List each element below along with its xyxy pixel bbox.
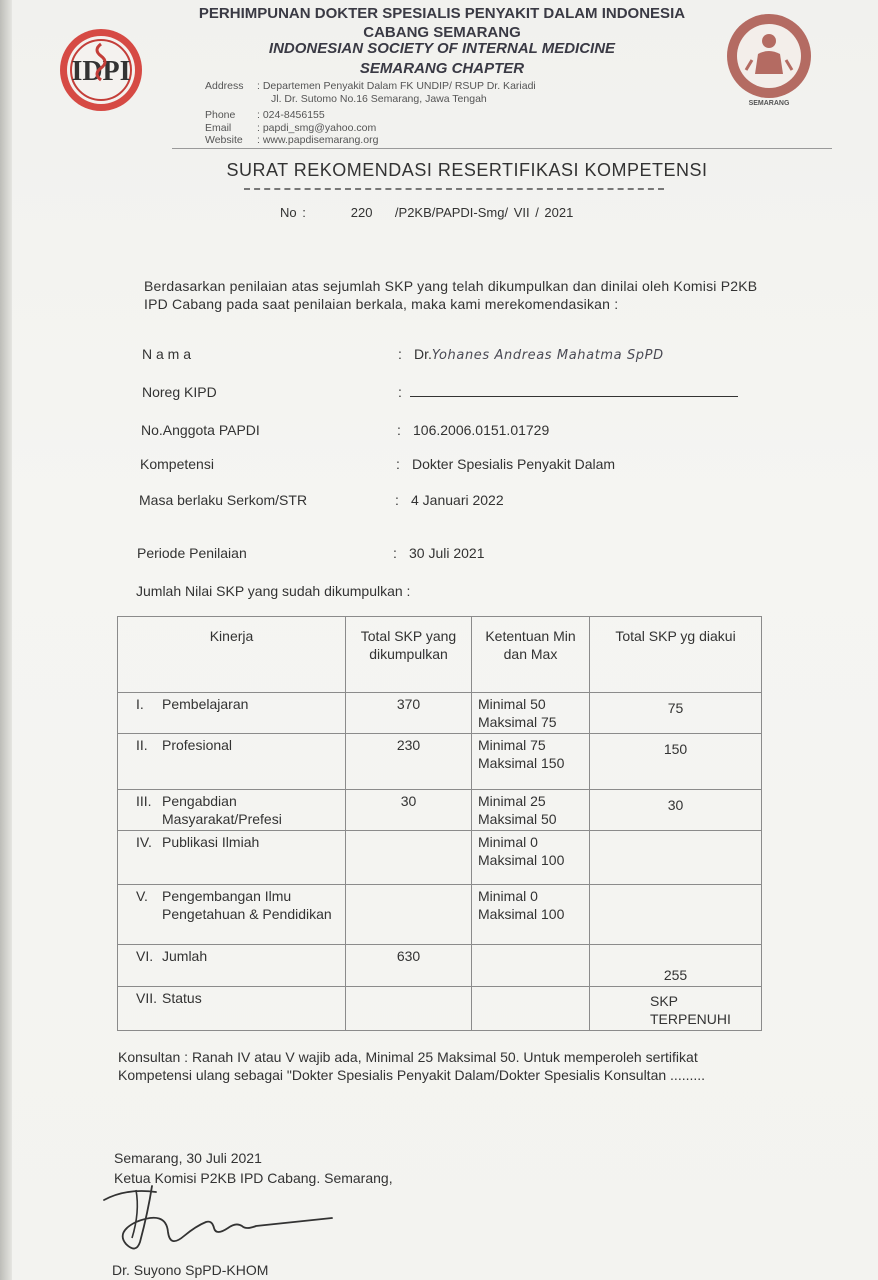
kompetensi-value: Dokter Spesialis Penyakit Dalam: [412, 456, 616, 472]
row-number: V.: [136, 888, 148, 904]
diakui-cell: 30: [590, 790, 762, 831]
diakui-cell: 255: [590, 945, 762, 987]
colon: :: [393, 545, 397, 561]
address-label: Address: [205, 80, 244, 92]
papdi-logo: [56, 26, 146, 114]
header-divider: [172, 148, 832, 149]
kinerja-cell: [118, 885, 346, 945]
number-value: 220: [350, 205, 373, 220]
masa-value: 4 Januari 2022: [411, 492, 504, 508]
phone-label: Phone: [205, 109, 236, 121]
number-suffix: /P2KB/PAPDI-Smg/ VII / 2021: [394, 205, 574, 220]
colon: :: [398, 346, 402, 362]
total-cell: 30: [346, 790, 472, 831]
signer-role: Ketua Komisi P2KB IPD Cabang. Semarang,: [114, 1170, 393, 1186]
row-number: I.: [136, 696, 144, 712]
colon: :: [395, 492, 399, 508]
header-ketentuan: Ketentuan Min dan Max: [472, 617, 590, 693]
ketentuan-cell: [472, 987, 590, 1031]
right-logo-caption: SEMARANG: [748, 100, 790, 107]
ketentuan-cell: Minimal 0 Maksimal 100: [472, 831, 590, 885]
table-row: [118, 734, 762, 790]
kinerja-cell: [118, 831, 346, 885]
consultant-note: Konsultan : Ranah IV atau V wajib ada, Minimal 25 Maksimal 50. Untuk memperoleh sertifikat Kompetensi ulang sebagai "Dokter Spesialis Penyakit Dalam/Dokter Spesialis Konsultan .........: [118, 1049, 706, 1083]
header-kinerja: Kinerja: [118, 617, 346, 693]
skp-table: [117, 616, 762, 1031]
row-number: III.: [136, 793, 152, 809]
row-number: VII.: [136, 990, 158, 1006]
intro-paragraph: Berdasarkan penilaian atas sejumlah SKP yang telah dikumpulkan dan dinilai oleh Komisi P2KB IPD Cabang pada saat penilaian berkala, maka kami merekomendasikan :: [144, 278, 758, 312]
field-nama: [142, 346, 762, 366]
field-masa-berlaku: [139, 492, 759, 512]
title-dashed-rule: [244, 188, 664, 190]
nama-label: N a m a: [142, 346, 192, 362]
field-periode: [137, 545, 757, 565]
table-row: [118, 693, 762, 734]
ketentuan-cell: Minimal 25 Maksimal 50: [472, 790, 590, 831]
header-total-skp: Total SKP yang dikumpulkan: [346, 617, 472, 693]
kinerja-cell: [118, 734, 346, 790]
table-header-row: [118, 617, 762, 693]
noreg-label: Noreg KIPD: [142, 384, 217, 400]
noreg-blank-line: [410, 396, 738, 397]
total-cell: [346, 885, 472, 945]
anggota-label: No.Anggota PAPDI: [141, 422, 260, 438]
table-caption: Jumlah Nilai SKP yang sudah dikumpulkan :: [136, 583, 411, 599]
kinerja-name: Profesional: [162, 737, 233, 753]
total-cell: 630: [346, 945, 472, 987]
masa-label: Masa berlaku Serkom/STR: [139, 492, 308, 508]
status-cell: SKP TERPENUHI: [590, 987, 762, 1031]
kinerja-name: Pembelajaran: [162, 696, 249, 712]
org-en-line2: SEMARANG CHAPTER: [359, 60, 525, 77]
org-name-id: [172, 4, 712, 42]
place-date: Semarang, 30 Juli 2021: [114, 1150, 262, 1166]
diakui-cell: 75: [590, 693, 762, 734]
document-number: [280, 205, 573, 220]
kinerja-cell: [118, 987, 346, 1031]
org-name-en: [172, 39, 712, 79]
org-line1: PERHIMPUNAN DOKTER SPESIALIS PENYAKIT DALAM INDONESIA: [198, 5, 686, 22]
diakui-cell: [590, 831, 762, 885]
document-title: SURAT REKOMENDASI RESERTIFIKASI KOMPETENSI: [226, 160, 708, 180]
website-label: Website: [205, 134, 243, 146]
diakui-cell: 150: [590, 734, 762, 790]
letter-sheet: [12, 0, 878, 1280]
header-diakui: Total SKP yg diakui: [590, 617, 762, 693]
total-cell: [346, 987, 472, 1031]
row-number: IV.: [136, 834, 152, 850]
email-label: Email: [205, 121, 232, 134]
table-row: [118, 885, 762, 945]
periode-value: 30 Juli 2021: [409, 545, 485, 561]
org-en-line1: INDONESIAN SOCIETY OF INTERNAL MEDICINE: [268, 40, 616, 57]
kompetensi-label: Kompetensi: [140, 456, 214, 472]
number-label: No :: [280, 205, 306, 220]
semarang-chapter-logo: [722, 12, 816, 112]
nama-value: [414, 346, 664, 363]
ketentuan-cell: Minimal 0 Maksimal 100: [472, 885, 590, 945]
periode-label: Periode Penilaian: [137, 545, 247, 561]
signer-name: Dr. Suyono SpPD-KHOM: [112, 1262, 269, 1278]
address-line1: Departemen Penyakit Dalam FK UNDIP/ RSUP Dr. Kariadi: [262, 80, 536, 92]
table-row: [118, 790, 762, 831]
website-value: www.papdisemarang.org: [262, 134, 379, 146]
ketentuan-cell: Minimal 50 Maksimal 75: [472, 693, 590, 734]
nama-handwritten: Yohanes Andreas Mahatma SpPD: [431, 348, 664, 363]
kinerja-cell: [118, 945, 346, 987]
table-row: [118, 831, 762, 885]
field-anggota: [141, 422, 761, 442]
kinerja-name: Jumlah: [162, 948, 208, 964]
colon: :: [396, 456, 400, 472]
org-line2: CABANG SEMARANG: [363, 24, 521, 41]
handwritten-signature: [96, 1182, 356, 1262]
diakui-cell: [590, 885, 762, 945]
row-number: II.: [136, 737, 148, 753]
row-number: VI.: [136, 948, 154, 964]
address-line2: Jl. Dr. Sutomo No.16 Semarang, Jawa Tengah: [271, 92, 487, 105]
table-row: [118, 945, 762, 987]
kinerja-name: Pengembangan Ilmu Pengetahuan & Pendidikan: [162, 888, 332, 922]
field-noreg: [142, 384, 762, 404]
svg-text:IDPI: IDPI: [71, 56, 131, 87]
total-cell: 370: [346, 693, 472, 734]
phone-value: 024-8456155: [262, 109, 325, 121]
kinerja-cell: [118, 790, 346, 831]
ketentuan-cell: [472, 945, 590, 987]
kinerja-cell: [118, 693, 346, 734]
colon: :: [398, 384, 402, 400]
nama-prefix: Dr.: [414, 346, 432, 362]
email-value: papdi_smg@yahoo.com: [262, 121, 377, 134]
anggota-value: 106.2006.0151.01729: [413, 422, 550, 438]
total-cell: 230: [346, 734, 472, 790]
kinerja-name: Publikasi Ilmiah: [162, 834, 260, 850]
colon: :: [397, 422, 401, 438]
ketentuan-cell: Minimal 75 Maksimal 150: [472, 734, 590, 790]
total-cell: [346, 831, 472, 885]
field-kompetensi: [140, 456, 760, 476]
kinerja-name: Status: [162, 990, 202, 1006]
contact-block: Address : Departemen Penyakit Dalam FK UNDIP/ RSUP Dr. Kariadi Jl. Dr. Sutomo No.16 Semarang, Jawa Tengah Phone : 024-8456155 Email : papdi_smg@yahoo.com Website : www.papdisemarang.org: [205, 80, 536, 146]
kinerja-name: Pengabdian Masyarakat/Prefesi: [162, 793, 282, 827]
table-row: [118, 987, 762, 1031]
